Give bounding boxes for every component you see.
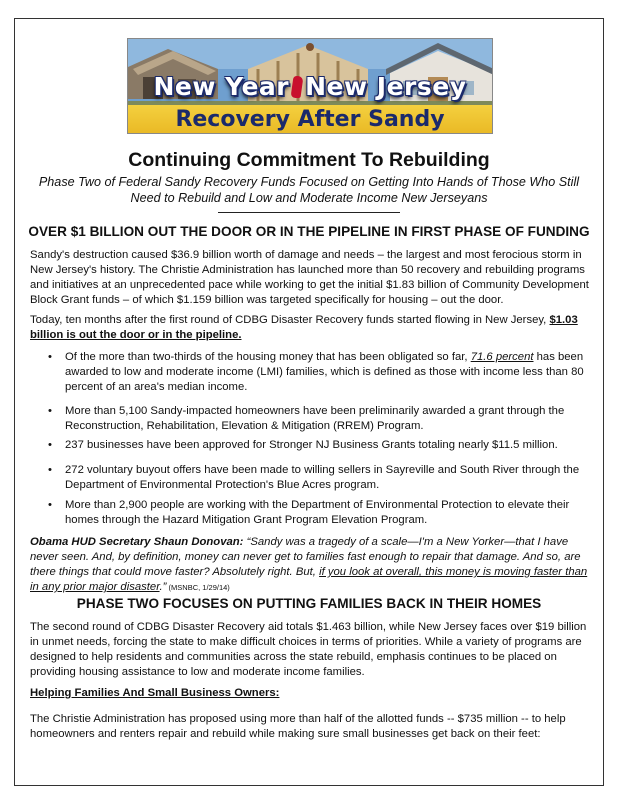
list-item (48, 404, 588, 434)
document-subtitle: Phase Two of Federal Sandy Recovery Funds Focused on Getting Into Hands of Those Who Still Need to Rebuild and Low and Moderate Income New Jerseyans (38, 175, 580, 205)
bullet-text: 272 voluntary buyout offers have been made to willing sellers in Sayreville and South River through the Department of Environmental Protection's Blue Acres program. (65, 464, 580, 491)
section-heading-phase-two: PHASE TWO FOCUSES ON PUTTING FAMILIES BACK IN THEIR HOMES (76, 596, 542, 611)
quote-donovan (30, 535, 590, 595)
document-title: Continuing Commitment To Rebuilding (128, 149, 490, 171)
bullet-icon: • (48, 464, 52, 476)
quote-source: (MSNBC, 1/29/14) (166, 583, 230, 592)
bullet-text: 237 businesses have been approved for Stronger NJ Business Grants totaling nearly $11.5 million. (65, 439, 558, 451)
quote-text: “Sandy was a tragedy of a scale—I'm a New Yorker—that I have never seen. And, by definition, money can never get to families fast enough to repair that damage. And so, are there things that could move faster? Absolutely right. But, (30, 536, 581, 578)
paragraph-destruction: Sandy's destruction caused $36.9 billion worth of damage and needs – the largest and most ferocious storm in New Jersey's history. The Christie Administration has launched more than 50 recovery and rebuilding programs and initiatives at an unprecedented pace while working to get the initial $1.83 billion of Community Development Block Grant funds – of which $1.159 billion was targeted specifically for housing – out the door. (30, 249, 589, 306)
bullet-text-cont: has been awarded to low and moderate income (LMI) families, which is defined as those with income less than 80 percent of an area's median income. (65, 351, 584, 393)
nj-state-icon (291, 76, 304, 98)
banner-title (128, 72, 492, 101)
list-item (48, 498, 588, 528)
list-item (48, 350, 588, 395)
bullet-icon: • (48, 351, 52, 363)
banner-title-part1: New Year (153, 72, 290, 101)
subheading-helping-families: Helping Families And Small Business Owners: (30, 687, 280, 699)
bullet-text: Of the more than two-thirds of the housing money that has been obligated so far, (65, 351, 471, 363)
header-banner (127, 38, 493, 134)
bullet-percent: 71.6 percent (470, 351, 534, 363)
bullet-text: More than 5,100 Sandy-impacted homeowners have been preliminarily awarded a grant through the Reconstruction, Rehabilitation, Elevation & Mitigation (RREM) Program. (65, 405, 565, 432)
paragraph-second-round: The second round of CDBG Disaster Recovery aid totals $1.463 billion, while New Jersey faces over $19 billion in unmet needs, forcing the state to make difficult choices in terms of priorities. While a variety of programs are designed to help residents and communities across the state rebuild, emphasis continues to be placed on providing housing assistance to low and moderate income families. (30, 621, 587, 678)
banner-subtitle: Recovery After Sandy (175, 107, 445, 132)
paragraph-ten-months-lead: Today, ten months after the first round of CDBG Disaster Recovery funds started flowing in New Jersey, (30, 314, 550, 326)
paragraph-ten-months (30, 313, 590, 343)
bullet-text: More than 2,900 people are working with the Department of Environmental Protection to elevate their homes through the Hazard Mitigation Grant Program Elevation Program. (65, 499, 570, 526)
title-divider (218, 212, 400, 213)
quote-end: .” (159, 581, 167, 593)
bullet-icon: • (48, 405, 52, 417)
bullet-icon: • (48, 499, 52, 511)
list-item (48, 438, 588, 453)
paragraph-ten-months-emphasis: $1.03 billion is out the door or in the pipeline. (30, 314, 578, 341)
quote-underlined: if you look at overall, this money is moving faster than in any prior major disaster (30, 566, 588, 593)
banner-title-part2: New Jersey (305, 72, 467, 101)
quote-speaker: Obama HUD Secretary Shaun Donovan: (30, 536, 244, 548)
section-heading-phase-one: OVER $1 BILLION OUT THE DOOR OR IN THE PIPELINE IN FIRST PHASE OF FUNDING (28, 224, 590, 239)
paragraph-allotted-funds: The Christie Administration has proposed using more than half of the allotted funds -- $735 million -- to help homeowners and renters repair and rebuild while making sure small businesses get back on their feet: (30, 713, 566, 740)
list-item (48, 463, 588, 493)
bullet-icon: • (48, 439, 52, 451)
